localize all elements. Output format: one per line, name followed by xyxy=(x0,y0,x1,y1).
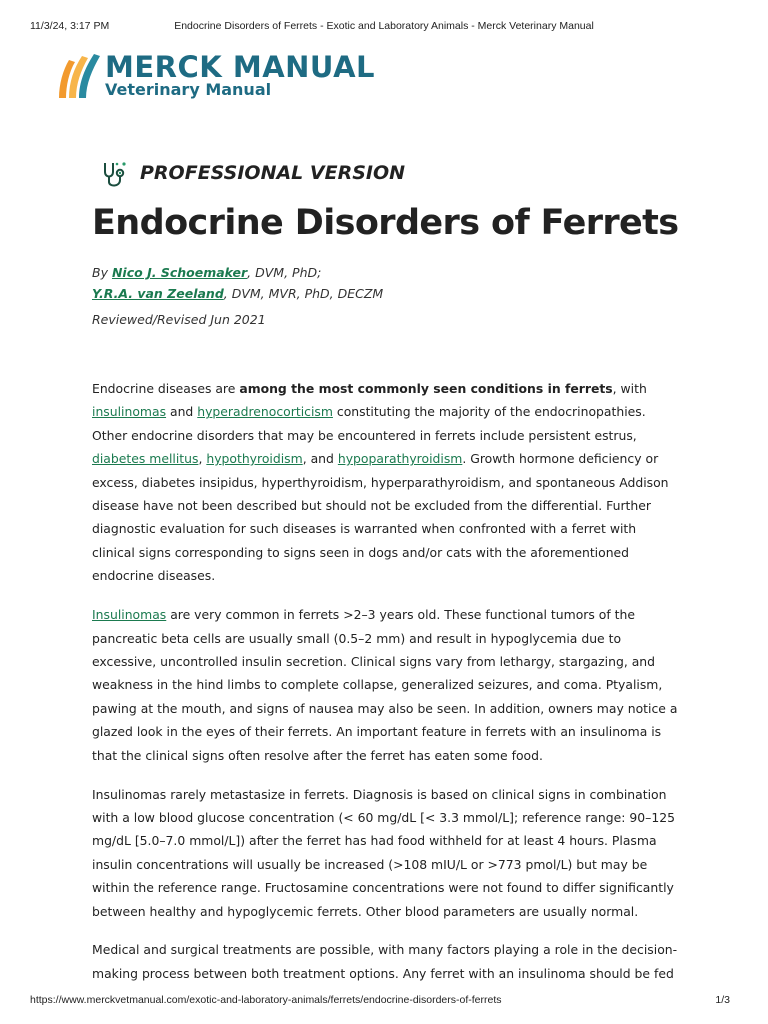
link-diabetes-mellitus[interactable]: diabetes mellitus xyxy=(92,451,199,467)
author2-credentials: , DVM, MVR, PhD, DECZM xyxy=(223,286,384,301)
byline-by: By xyxy=(92,265,108,280)
text-span: constituting the majority of the endocrinopathies. Other endocrine disorders that may be encountered in ferrets include persistent estrus, xyxy=(92,404,646,443)
link-hyperadrenocorticism[interactable]: hyperadrenocorticism xyxy=(197,404,333,420)
text-span: , and xyxy=(302,451,338,467)
byline xyxy=(92,262,692,304)
link-insulinomas[interactable]: insulinomas xyxy=(92,404,167,420)
text-span: , xyxy=(198,451,207,467)
logo-stripes-icon xyxy=(55,50,103,102)
version-label: PROFESSIONAL VERSION xyxy=(140,162,406,184)
link-insulinomas-2[interactable]: Insulinomas xyxy=(92,607,167,623)
print-footer xyxy=(30,994,738,1008)
author-link-schoemaker[interactable]: Nico J. Schoemaker xyxy=(111,265,248,280)
paragraph-2 xyxy=(92,603,682,767)
text-span: , with xyxy=(612,381,647,396)
paragraph-1 xyxy=(92,377,682,588)
text-span: are very common in ferrets >2–3 years old. These functional tumors of the pancreatic beta cells are usually small (0.5–2 mm) and result in hypoglycemia due to excessive, uncontrolled insulin secretion. Clinical signs vary from lethargy, stargazing, and weakness in the hind limbs to complete collapse, generalized seizures, and coma. Ptyalism, pawing at the mouth, and signs of nausea may also be seen. In addition, owners may notice a glazed look in the eyes of their ferrets. An important feature in ferrets with an insulinoma is that the clinical signs often resolve after the ferret has eaten some food. xyxy=(92,607,678,763)
print-doc-title: Endocrine Disorders of Ferrets - Exotic and Laboratory Animals - Merck Veterinary Manual xyxy=(174,20,594,32)
print-header xyxy=(30,20,738,34)
article-body xyxy=(92,377,682,1001)
link-hypothyroidism[interactable]: hypothyroidism xyxy=(206,451,303,467)
link-hypoparathyroidism[interactable]: hypoparathyroidism xyxy=(337,451,463,467)
author-link-van-zeeland[interactable]: Y.R.A. van Zeeland xyxy=(92,286,224,301)
paragraph-4: Medical and surgical treatments are possible, with many factors playing a role in the decision-making process between both treatment options. Any ferret with an insulinoma should be fed xyxy=(92,942,678,981)
stethoscope-icon xyxy=(100,160,128,190)
author1-credentials: , DVM, PhD; xyxy=(247,265,322,280)
logo-brand: MERCK MANUAL xyxy=(105,50,376,84)
reviewed-date: Reviewed/Revised Jun 2021 xyxy=(92,312,266,327)
professional-version-banner xyxy=(100,158,500,192)
paragraph-3: Insulinomas rarely metastasize in ferrets. Diagnosis is based on clinical signs in combination with a low blood glucose concentration (< 60 mg/dL [< 3.3 mmol/L]; reference range: 90–125 mg/dL [5.0–7.0 mmol/L]) after the ferret has had food withheld for at least 4 hours. Plasma insulin concentrations will usually be increased (>108 mIU/L or >773 pmol/L) but may be within the reference range. Fructosamine concentrations were not found to differ significantly between healthy and hypoglycemic ferrets. Other blood parameters are usually normal. xyxy=(92,786,675,919)
page-title: Endocrine Disorders of Ferrets xyxy=(92,203,679,243)
logo-subtitle: Veterinary Manual xyxy=(105,80,272,99)
print-url: https://www.merckvetmanual.com/exotic-and-laboratory-animals/ferrets/endocrine-disorders-of-ferrets xyxy=(30,994,502,1006)
print-page-number: 1/3 xyxy=(715,994,730,1006)
text-span: . Growth hormone deficiency or excess, diabetes insipidus, hyperthyroidism, hyperparathyroidism, and spontaneous Addison disease have not been described but should not be excluded from the differential. Further diagnostic evaluation for such diseases is warranted when confronted with a ferret with clinical signs corresponding to signs seen in dogs and/or cats with the aforementioned endocrine diseases. xyxy=(92,451,669,584)
text-span: Endocrine diseases are xyxy=(92,381,240,396)
print-datetime: 11/3/24, 3:17 PM xyxy=(30,20,110,32)
text-span: and xyxy=(166,404,198,420)
bold-emphasis: among the most commonly seen conditions in ferrets xyxy=(239,381,613,396)
merck-manual-logo[interactable] xyxy=(55,50,375,102)
